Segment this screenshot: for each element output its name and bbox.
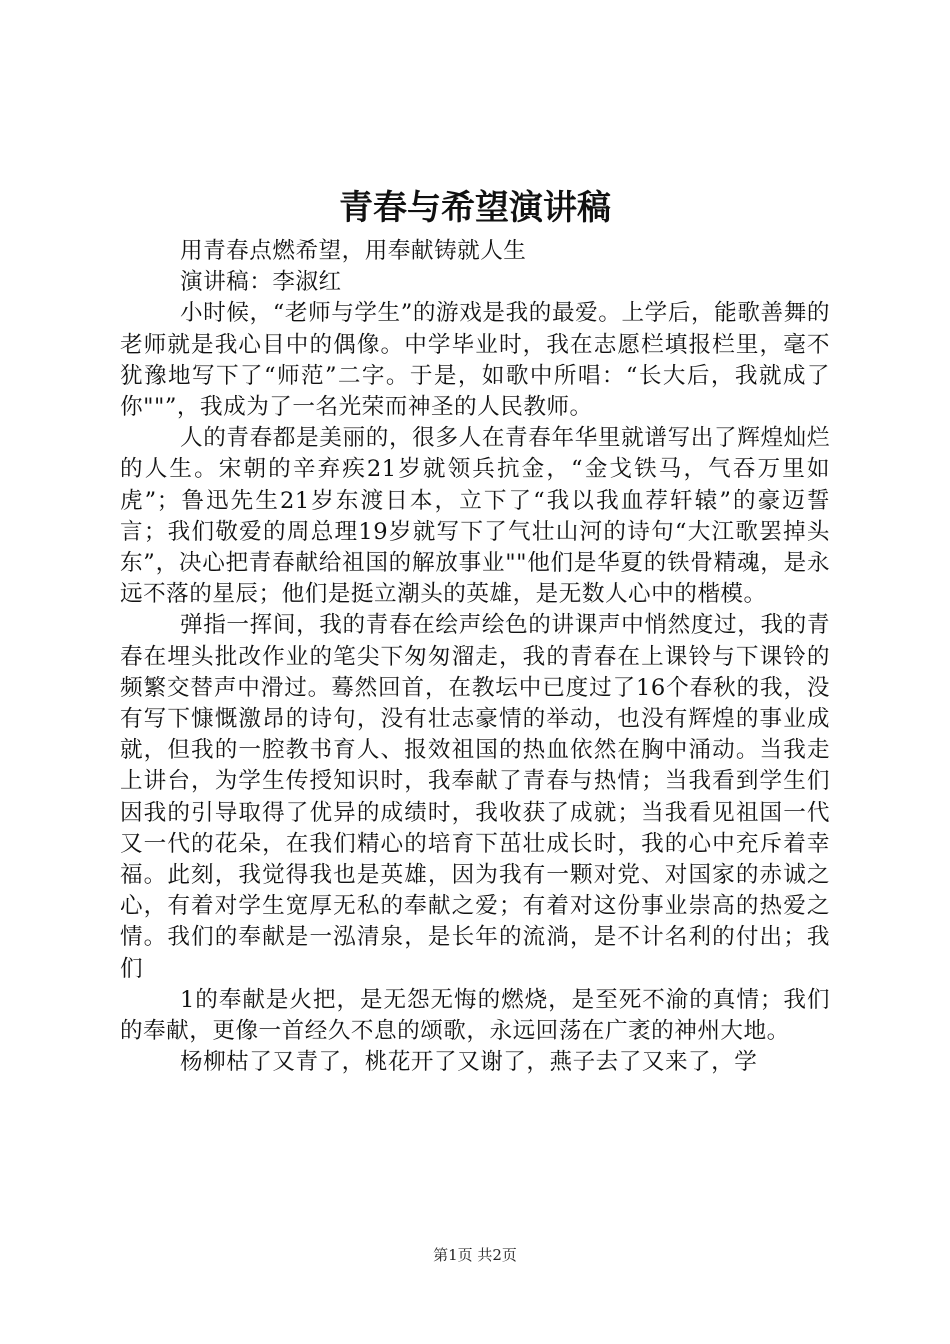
- paragraph: 1的奉献是火把，是无怨无悔的燃烧，是至死不渝的真情；我们的奉献，更像一首经久不息的颂歌，永远回荡在广袤的神州大地。: [120, 986, 830, 1045]
- paragraph: 杨柳枯了又青了，桃花开了又谢了，燕子去了又来了，学: [180, 1049, 758, 1076]
- paragraph-subtitle: 用青春点燃希望，用奉献铸就人生: [180, 238, 527, 264]
- paragraph: 人的青春都是美丽的，很多人在青春年华里就谱写出了辉煌灿烂的人生。宋朝的辛弃疾21岁就领兵抗金，“金戈铁马，气吞万里如虎”；鲁迅先生21岁东渡日本，立下了“我以我血荐轩辕”的豪迈誓言；我们敬爱的周总理19岁就写下了气壮山河的诗句“大江歌罢掉头东”，决心把青春献给祖国的解放事业""他们是华夏的铁骨精魂，是永远不落的星辰；他们是挺立潮头的英雄，是无数人心中的楷模。: [120, 425, 830, 608]
- paragraph: 小时候，“老师与学生”的游戏是我的最爱。上学后，能歌善舞的老师就是我心目中的偶像。中学毕业时，我在志愿栏填报栏里，毫不犹豫地写下了“师范”二字。于是，如歌中所唱：“长大后，我就成了你""”，我成为了一名光荣而神圣的人民教师。: [120, 300, 830, 421]
- document-body: [120, 236, 830, 1078]
- paragraph: 弹指一挥间，我的青春在绘声绘色的讲课声中悄然度过，我的青春在埋头批改作业的笔尖下匆匆溜走，我的青春在上课铃与下课铃的频繁交替声中滑过。蓦然回首，在教坛中已度过了16个春秋的我，没有写下慷慨激昂的诗句，没有壮志豪情的举动，也没有辉煌的事业成就，但我的一腔教书育人、报效祖国的热血依然在胸中涌动。当我走上讲台，为学生传授知识时，我奉献了青春与热情；当我看到学生们因我的引导取得了优异的成绩时，我收获了成就；当我看见祖国一代又一代的花朵，在我们精心的培育下茁壮成长时，我的心中充斥着幸福。此刻，我觉得我也是英雄，因为我有一颗对党、对国家的赤诚之心，有着对学生宽厚无私的奉献之爱；有着对这份事业崇高的热爱之情。我们的奉献是一泓清泉，是长年的流淌，是不计名利的付出；我们: [120, 612, 830, 982]
- paragraph-author: 演讲稿：李淑红: [180, 269, 342, 296]
- page-footer: 第1页 共2页: [433, 1246, 517, 1264]
- document-title: 青春与希望演讲稿: [339, 188, 611, 228]
